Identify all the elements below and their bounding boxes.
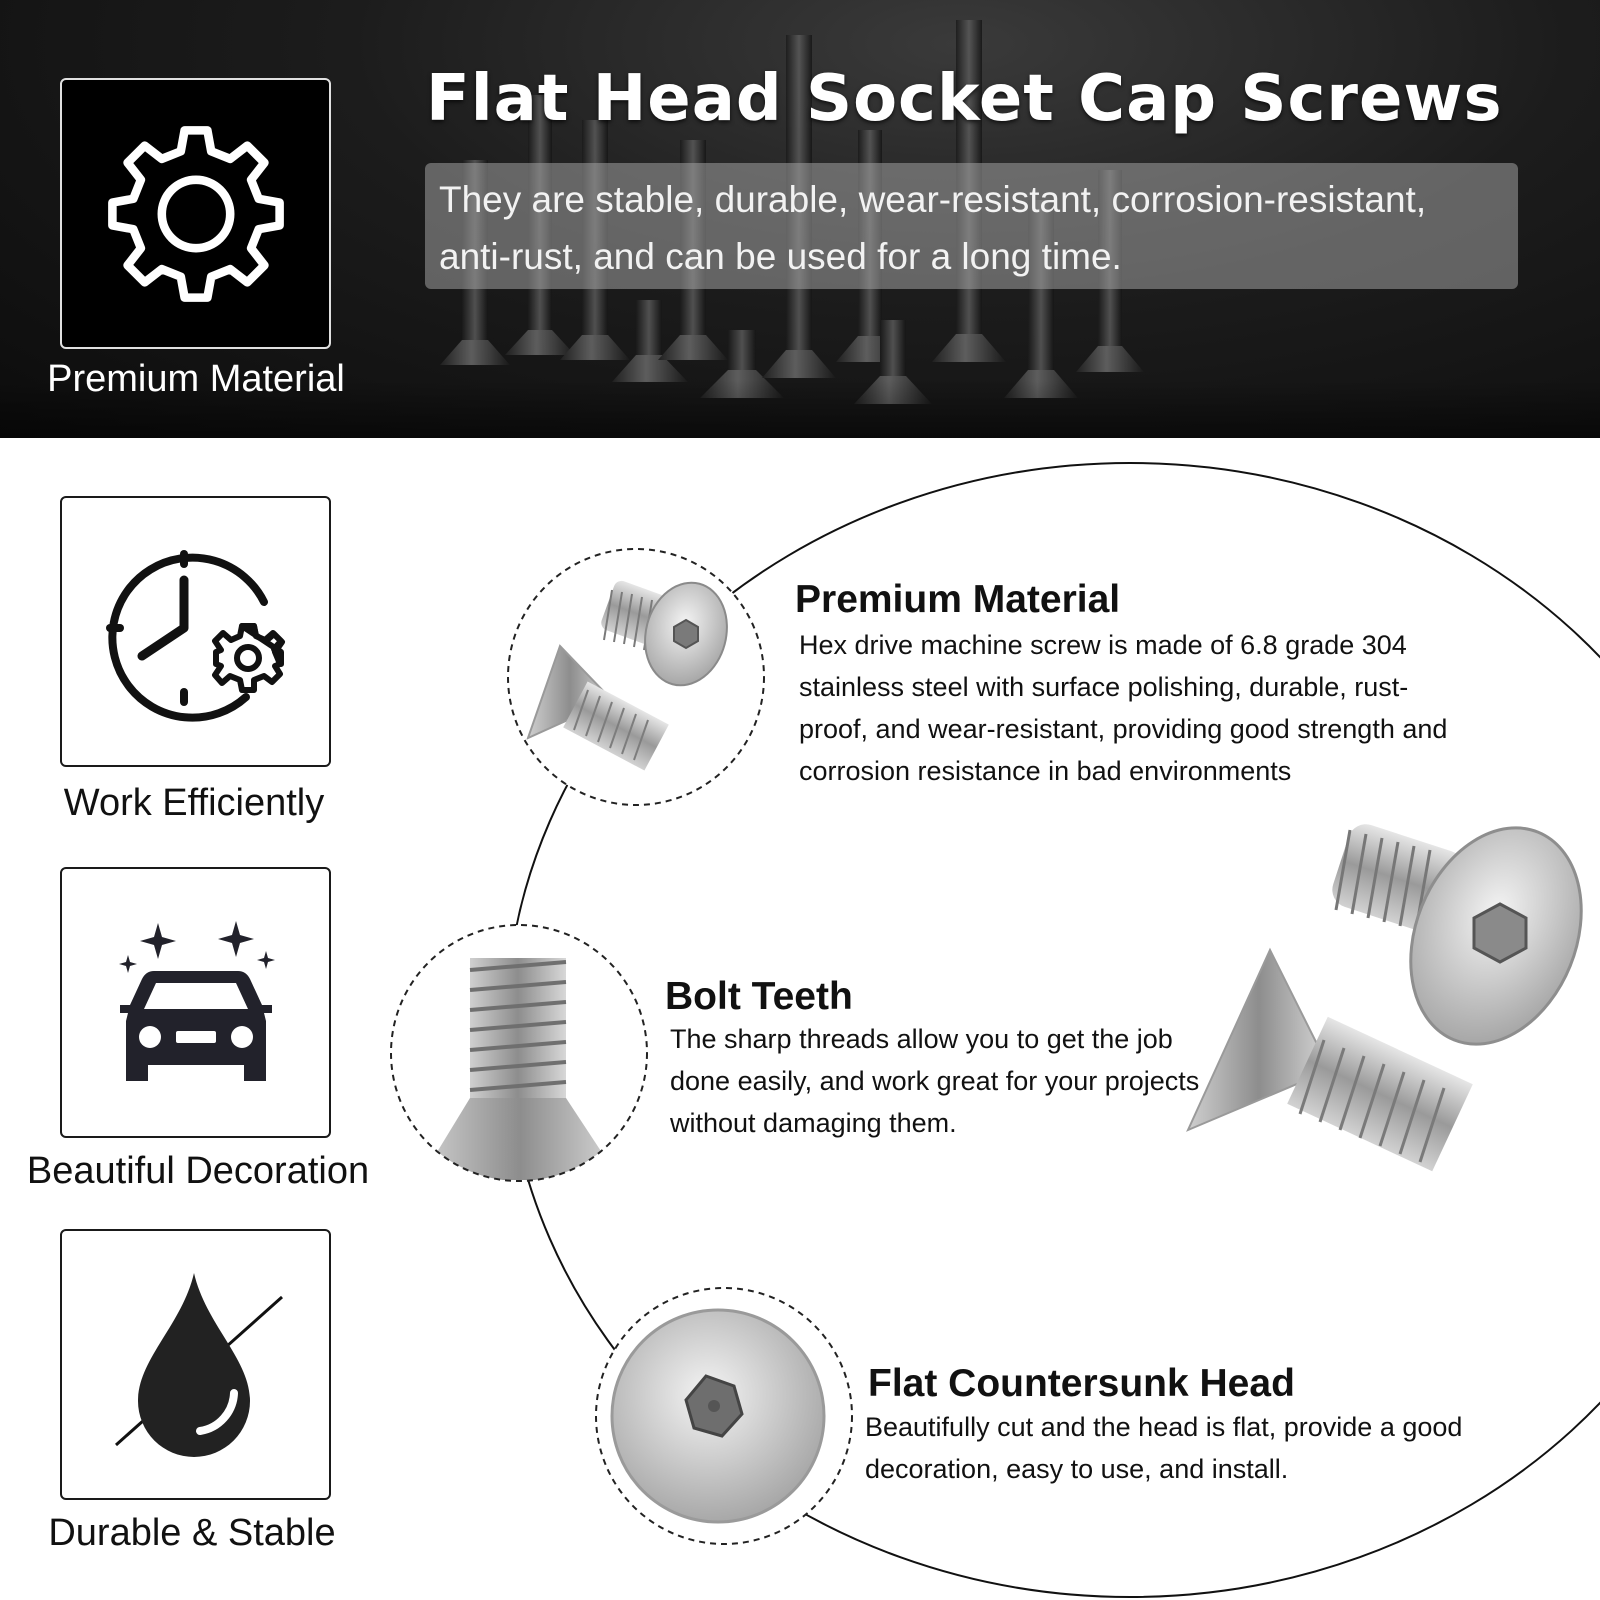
subtitle-text: They are stable, durable, wear-resistant, corrosion-resistant, anti-rust, and can be used for a long time.: [439, 179, 1427, 277]
feature-title-flat-countersunk-head: Flat Countersunk Head: [868, 1362, 1295, 1405]
gear-icon: [101, 119, 291, 309]
tile-label-beautiful-decoration: Beautiful Decoration: [26, 1150, 370, 1192]
feature-title-premium-material: Premium Material: [795, 578, 1121, 621]
subtitle-box: [425, 163, 1518, 289]
feature-body-flat-countersunk-head: Beautifully cut and the head is flat, provide a good decoration, easy to use, and install.: [865, 1412, 1463, 1484]
tile-premium-material: [60, 78, 331, 349]
tile-label-work-efficiently: Work Efficiently: [63, 782, 325, 824]
feature-body-bolt-teeth: The sharp threads allow you to get the job done easily, and work great for your projects without damaging them.: [670, 1024, 1200, 1138]
tile-label-durable-stable: Durable & Stable: [48, 1512, 336, 1554]
large-screw-upright: [1328, 802, 1600, 1070]
page-title: Flat Head Socket Cap Screws: [426, 62, 1503, 136]
feature-body-premium-material: Hex drive machine screw is made of 6.8 grade 304 stainless steel with surface polishing, durable, rust-proof, and wear-resistant, providing good strength and corrosion resistance in bad environments: [799, 630, 1448, 786]
tile-label-premium-material: Premium Material: [47, 358, 345, 400]
feature-title-bolt-teeth: Bolt Teeth: [665, 975, 853, 1018]
